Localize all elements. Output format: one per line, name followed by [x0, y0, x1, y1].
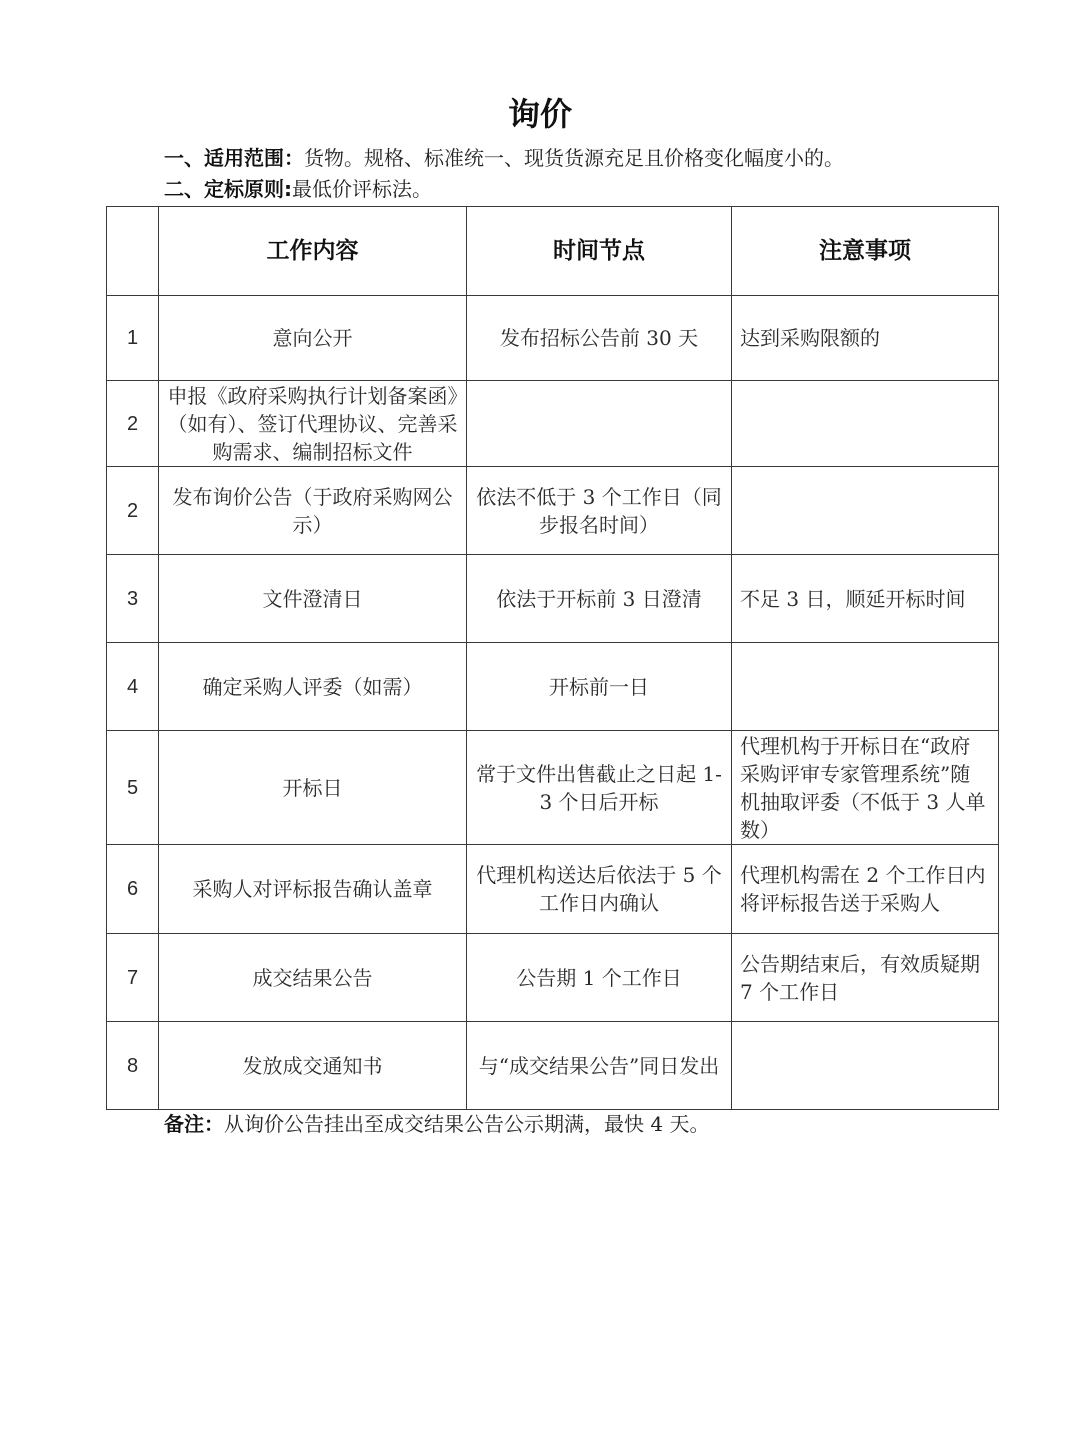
- row-content: 开标日: [159, 731, 467, 845]
- row-content: 采购人对评标报告确认盖章: [159, 845, 467, 934]
- table-row: [107, 845, 999, 934]
- scope-line: [164, 144, 844, 172]
- row-notes: 不足 3 日，顺延开标时间: [732, 555, 999, 643]
- row-timing: 开标前一日: [467, 643, 732, 731]
- row-notes: 代理机构于开标日在“政府采购评审专家管理系统”随机抽取评委（不低于 3 人单数）: [732, 731, 999, 845]
- table-row: [107, 296, 999, 381]
- table-row: [107, 381, 999, 467]
- principle-line: [164, 175, 432, 203]
- page-title: 询价: [507, 95, 572, 133]
- header-content: 工作内容: [159, 207, 467, 296]
- header-index: [107, 207, 159, 296]
- row-timing: 公告期 1 个工作日: [467, 934, 732, 1022]
- row-number: 7: [107, 934, 159, 1022]
- row-content: 发布询价公告（于政府采购网公示）: [159, 467, 467, 555]
- row-notes: [732, 467, 999, 555]
- row-timing: 代理机构送达后依法于 5 个工作日内确认: [467, 845, 732, 934]
- row-content: 发放成交通知书: [159, 1022, 467, 1110]
- row-number: 2: [107, 381, 159, 467]
- principle-text: 最低价评标法。: [292, 177, 432, 201]
- table-row: [107, 934, 999, 1022]
- row-timing: 依法不低于 3 个工作日（同步报名时间）: [467, 467, 732, 555]
- table-row: [107, 555, 999, 643]
- scope-text: 货物。规格、标准统一、现货货源充足且价格变化幅度小的。: [304, 146, 844, 170]
- row-notes: 代理机构需在 2 个工作日内将评标报告送于采购人: [732, 845, 999, 934]
- remark-text: 从询价公告挂出至成交结果公告公示期满，最快 4 天。: [224, 1112, 710, 1136]
- row-number: 5: [107, 731, 159, 845]
- table-row: [107, 467, 999, 555]
- remark-label: 备注：: [164, 1112, 224, 1136]
- row-notes: 达到采购限额的: [732, 296, 999, 381]
- remark-line: [164, 1110, 709, 1138]
- row-number: 3: [107, 555, 159, 643]
- row-timing: 发布招标公告前 30 天: [467, 296, 732, 381]
- table-row: [107, 731, 999, 845]
- table-row: [107, 1022, 999, 1110]
- header-timing: 时间节点: [467, 207, 732, 296]
- row-notes: [732, 381, 999, 467]
- table-row: [107, 643, 999, 731]
- row-content: 申报《政府采购执行计划备案函》（如有）、签订代理协议、完善采购需求、编制招标文件: [159, 381, 467, 467]
- row-content: 文件澄清日: [159, 555, 467, 643]
- header-notes: 注意事项: [732, 207, 999, 296]
- row-number: 1: [107, 296, 159, 381]
- row-number: 4: [107, 643, 159, 731]
- row-number: 6: [107, 845, 159, 934]
- row-timing: 与“成交结果公告”同日发出: [467, 1022, 732, 1110]
- scope-label: 一、适用范围：: [164, 146, 304, 170]
- row-number: 2: [107, 467, 159, 555]
- row-notes: [732, 643, 999, 731]
- row-content: 意向公开: [159, 296, 467, 381]
- row-notes: 公告期结束后，有效质疑期 7 个工作日: [732, 934, 999, 1022]
- table-header-row: [107, 207, 999, 296]
- schedule-table: [106, 206, 999, 1110]
- row-timing: [467, 381, 732, 467]
- row-content: 成交结果公告: [159, 934, 467, 1022]
- principle-label: 二、定标原则:: [164, 177, 292, 201]
- row-notes: [732, 1022, 999, 1110]
- row-number: 8: [107, 1022, 159, 1110]
- row-timing: 依法于开标前 3 日澄清: [467, 555, 732, 643]
- row-content: 确定采购人评委（如需）: [159, 643, 467, 731]
- row-timing: 常于文件出售截止之日起 1-3 个日后开标: [467, 731, 732, 845]
